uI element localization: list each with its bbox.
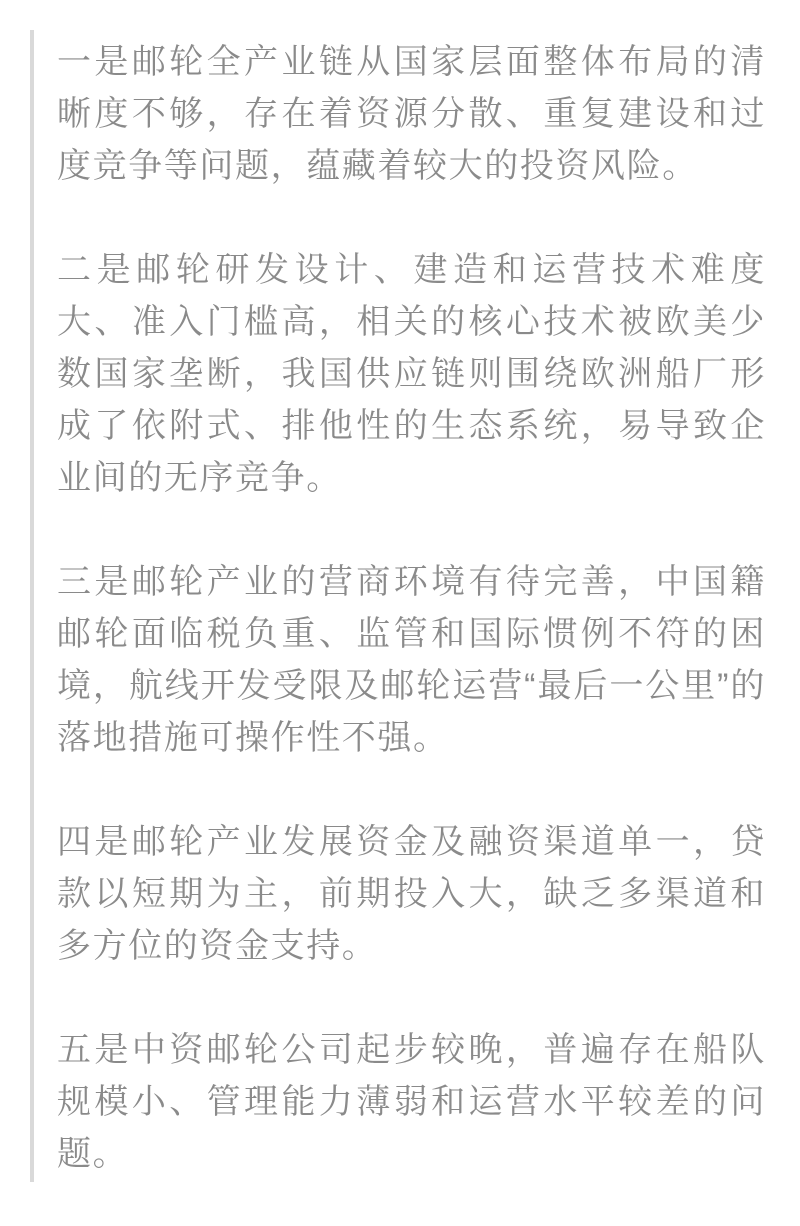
paragraph-issue-1: 一是邮轮全产业链从国家层面整体布局的清晰度不够，存在着资源分散、重复建设和过度竞争等问题，蕴藏着较大的投资风险。 bbox=[57, 43, 766, 185]
paragraph-issue-3: 三是邮轮产业的营商环境有待完善，中国籍邮轮面临税负重、监管和国际惯例不符的困境，航线开发受限及邮轮运营“最后一公里”的落地措施可操作性不强。 bbox=[57, 563, 766, 757]
paragraph-issue-2: 二是邮轮研发设计、建造和运营技术难度大、准入门槛高，相关的核心技术被欧美少数国家垄断，我国供应链则围绕欧洲船厂形成了依附式、排他性的生态系统，易导致企业间的无序竞争。 bbox=[57, 251, 766, 497]
quote-block bbox=[30, 30, 766, 1182]
paragraph-issue-5: 五是中资邮轮公司起步较晚，普遍存在船队规模小、管理能力薄弱和运营水平较差的问题。 bbox=[57, 1031, 766, 1173]
paragraph-issue-4: 四是邮轮产业发展资金及融资渠道单一，贷款以短期为主，前期投入大，缺乏多渠道和多方位的资金支持。 bbox=[57, 823, 766, 965]
article-body bbox=[0, 30, 800, 1182]
